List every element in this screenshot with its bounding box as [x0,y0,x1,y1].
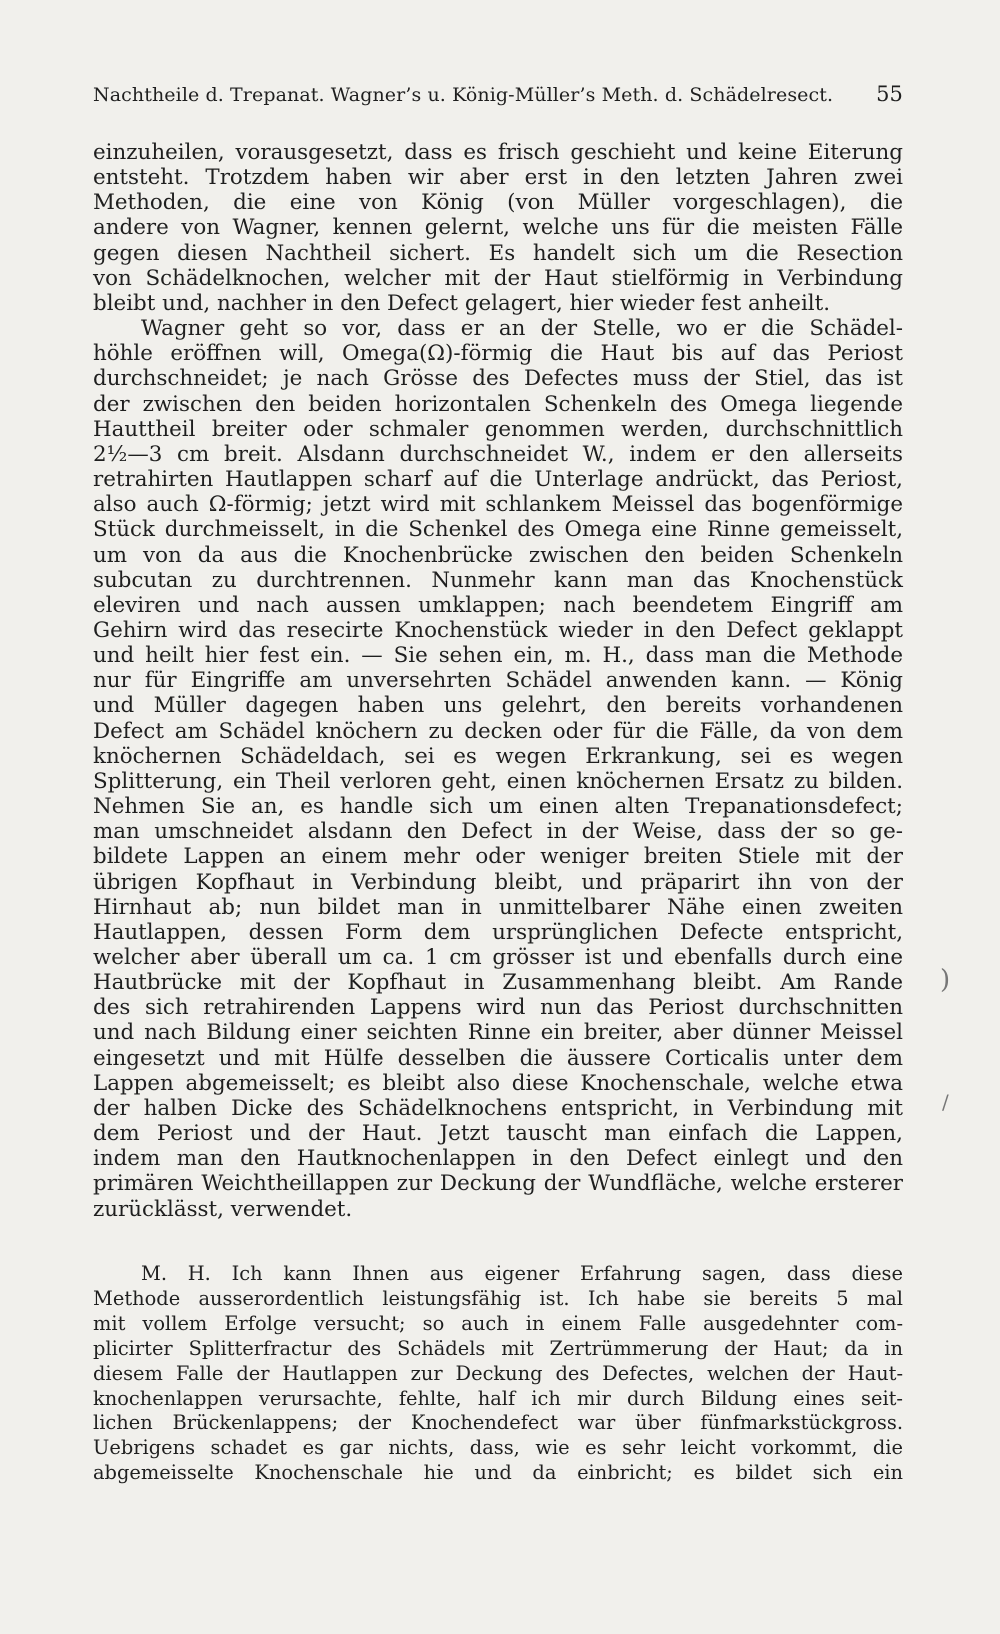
text-line: Hautlappen, dessen Form dem ursprünglichen Defecte entspricht, [93,919,903,945]
text-line: eleviren und nach aussen umklappen; nach beendetem Eingriff am [93,592,903,618]
text-line: 2½—3 cm breit. Alsdann durchschneidet W., indem er den allerseits [93,441,903,467]
text-line: Uebrigens schadet es gar nichts, dass, wie es sehr leicht vorkommt, die [93,1436,903,1460]
text-line: eingesetzt und mit Hülfe desselben die äussere Corticalis unter dem [93,1045,903,1071]
text-line: retrahirten Hautlappen scharf auf die Unterlage andrückt, das Periost, [93,467,903,493]
main-text [93,140,903,1222]
text-line: M. H. Ich kann Ihnen aus eigener Erfahrung sagen, dass diese [141,1262,903,1285]
text-line: primären Weichtheillappen zur Deckung der Wundfläche, welche ersterer [93,1171,903,1197]
text-line: Lappen abgemeisselt; es bleibt also diese Knochenschale, welche etwa [93,1070,903,1096]
running-title: Nachtheile d. Trepanat. Wagner’s u. König-Müller’s Meth. d. Schädelresect. [93,84,834,106]
text-line: und Müller dagegen haben uns gelehrt, den bereits vorhandenen [93,693,903,719]
text-line: nur für Eingriffe am unversehrten Schädel anwenden kann. — König [93,668,903,694]
text-line: lichen Brückenlappens; der Knochendefect war über fünfmarkstückgross. [93,1411,903,1435]
text-line: knochenlappen verursachte, fehlte, half ich mir durch Bildung eines seit- [93,1386,903,1410]
text-line: bildete Lappen an einem mehr oder weniger breiten Stiele mit der [93,844,903,870]
text-line: Nehmen Sie an, es handle sich um einen alten Trepanationsdefect; [93,794,903,820]
pencil-margin-mark: ) [940,965,951,995]
text-line: also auch Ω-förmig; jetzt wird mit schlankem Meissel das bogenförmige [93,492,903,518]
text-line: diesem Falle der Hautlappen zur Deckung des Defectes, welchen der Haut- [93,1361,903,1385]
text-line: um von da aus die Knochenbrücke zwischen den beiden Schenkeln [93,542,903,568]
text-line: knöchernen Schädeldach, sei es wegen Erkrankung, sei es wegen [93,743,903,769]
text-line: der halben Dicke des Schädelknochens entspricht, in Verbindung mit [93,1095,903,1121]
text-line: Stück durchmeisselt, in die Schenkel des Omega eine Rinne gemeisselt, [93,517,903,543]
text-line: durchschneidet; je nach Grösse des Defectes muss der Stiel, das ist [93,366,903,392]
text-line: bleibt und, nachher in den Defect gelagert, hier wieder fest anheilt. [93,290,831,316]
text-line: Splitterung, ein Theil verloren geht, einen knöchernen Ersatz zu bilden. [93,768,903,794]
text-line: der zwischen den beiden horizontalen Schenkeln des Omega liegende [93,391,903,417]
text-line: Hauttheil breiter oder schmaler genommen werden, durchschnittlich [93,416,903,442]
text-line: Methoden, die eine von König (von Müller vorgeschlagen), die [93,190,903,216]
text-line: und nach Bildung einer seichten Rinne ein breiter, aber dünner Meissel [93,1020,903,1046]
pencil-margin-mark: / [942,1090,949,1114]
text-line: mit vollem Erfolge versucht; so auch in einem Falle ausgedehnter com- [93,1311,903,1335]
text-line: abgemeisselte Knochenschale hie und da einbricht; es bildet sich ein [93,1461,903,1485]
text-line: höhle eröffnen will, Omega(Ω)-förmig die Haut bis auf das Periost [93,341,903,367]
text-line: Gehirn wird das resecirte Knochenstück wieder in den Defect geklappt [93,617,903,643]
text-line: Wagner geht so vor, dass er an der Stelle, wo er die Schädel- [141,316,903,342]
text-line: und heilt hier fest ein. — Sie sehen ein, m. H., dass man die Methode [93,643,903,669]
text-line: plicirter Splitterfractur des Schädels mit Zertrümmerung der Haut; da in [93,1336,903,1360]
text-line: übrigen Kopfhaut in Verbindung bleibt, und präparirt ihn von der [93,869,903,895]
page-number: 55 [876,82,903,106]
text-line: des sich retrahirenden Lappens wird nun das Periost durchschnitten [93,995,903,1021]
text-line: welcher aber überall um ca. 1 cm grösser ist und ebenfalls durch eine [93,945,903,970]
text-line: einzuheilen, vorausgesetzt, dass es frisch geschieht und keine Eiterung [93,140,903,165]
small-print-paragraph [93,1262,903,1486]
text-line: andere von Wagner, kennen gelernt, welche uns für die meisten Fälle [93,215,903,241]
text-line: man umschneidet alsdann den Defect in der Weise, dass der so ge- [93,819,903,845]
text-line: entsteht. Trotzdem haben wir aber erst in den letzten Jahren zwei [93,165,903,191]
paragraph-2 [93,316,903,1222]
text-line: indem man den Hautknochenlappen in den Defect einlegt und den [93,1146,903,1172]
text-line: Defect am Schädel knöchern zu decken oder für die Fälle, da von dem [93,718,903,744]
paragraph-1 [93,140,903,316]
text-line: Methode ausserordentlich leistungsfähig ist. Ich habe sie bereits 5 mal [93,1286,903,1310]
text-line: zurücklässt, verwendet. [93,1196,353,1222]
running-header [93,82,903,106]
text-line: subcutan zu durchtrennen. Nunmehr kann man das Knochenstück [93,567,903,593]
text-line: von Schädelknochen, welcher mit der Haut stielförmig in Verbindung [93,265,903,291]
text-line: gegen diesen Nachtheil sichert. Es handelt sich um die Resection [93,240,903,266]
text-line: dem Periost und der Haut. Jetzt tauscht man einfach die Lappen, [93,1121,903,1147]
text-line: Hirnhaut ab; nun bildet man in unmittelbarer Nähe einen zweiten [93,894,903,920]
text-line: Hautbrücke mit der Kopfhaut in Zusammenhang bleibt. Am Rande [93,970,903,996]
